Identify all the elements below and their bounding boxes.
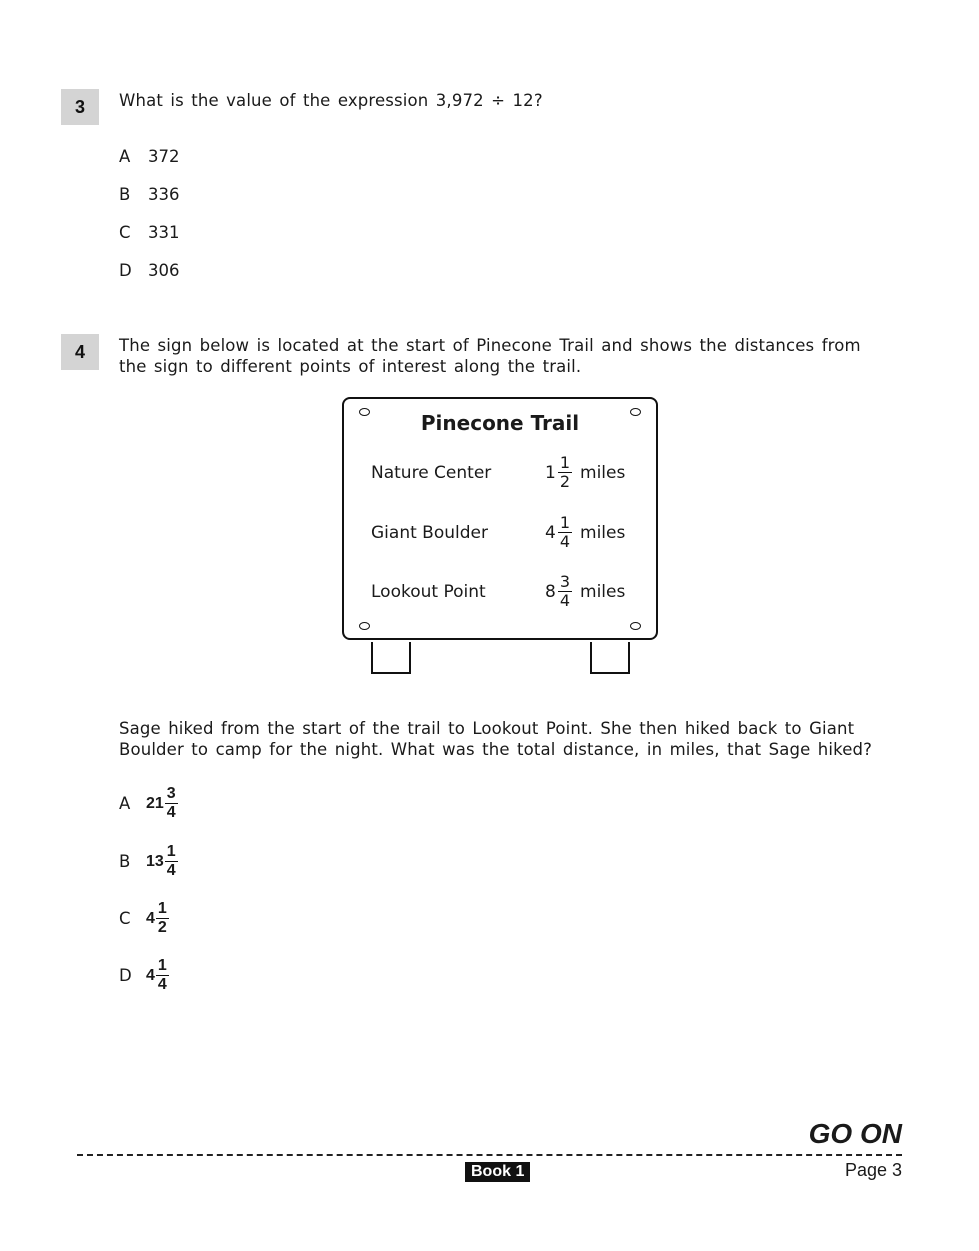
sign-place: Nature Center (371, 462, 492, 483)
choice-whole: 4 (146, 909, 155, 927)
sign-post-right (590, 642, 630, 674)
q4-choice-a[interactable] (119, 786, 178, 821)
choice-letter: C (119, 223, 131, 242)
distance-whole: 4 (545, 522, 556, 543)
distance-unit: miles (580, 581, 626, 602)
choice-letter: C (119, 909, 131, 928)
sign-row-nature-center (371, 455, 630, 490)
choice-fraction (156, 901, 169, 936)
fraction-numerator: 1 (166, 843, 176, 860)
question-4-prompt: Sage hiked from the start of the trail to Lookout Point. She then hiked back to Giant Boulder to camp for the night. What was the total distance, in miles, that Sage hiked? (119, 719, 873, 759)
sign-hole-icon (630, 622, 641, 630)
sign-row-lookout-point (371, 574, 630, 609)
distance-fraction (558, 515, 572, 550)
q3-choice-b[interactable] (119, 185, 180, 204)
pinecone-trail-sign (342, 397, 658, 640)
question-number-3: 3 (61, 89, 99, 125)
q3-choice-c[interactable] (119, 223, 180, 242)
sign-hole-icon (359, 622, 370, 630)
q3-choice-a[interactable] (119, 147, 180, 166)
fraction-denominator: 4 (166, 804, 176, 821)
choice-text: 336 (148, 185, 180, 204)
question-number-4: 4 (61, 334, 99, 370)
fraction-denominator: 2 (559, 472, 571, 491)
choice-text: 331 (148, 223, 180, 242)
distance-fraction (558, 455, 572, 490)
sign-distance (545, 574, 625, 609)
fraction-numerator: 1 (157, 900, 167, 917)
fraction-numerator: 1 (559, 513, 571, 532)
distance-unit: miles (580, 522, 626, 543)
fraction-denominator: 4 (157, 976, 167, 993)
distance-unit: miles (580, 462, 626, 483)
page-number: Page 3 (844, 1160, 902, 1180)
q4-choice-c[interactable] (119, 901, 169, 936)
sign-distance (545, 515, 625, 550)
sign-row-giant-boulder (371, 515, 630, 550)
fraction-numerator: 3 (166, 785, 176, 802)
sign-place: Giant Boulder (371, 522, 488, 543)
question-3-stem: What is the value of the expression 3,972 ÷ 12? (119, 91, 543, 110)
fraction-numerator: 1 (559, 453, 571, 472)
choice-whole: 4 (146, 966, 155, 984)
fraction-denominator: 2 (157, 919, 167, 936)
choice-letter: D (119, 261, 132, 280)
fraction-numerator: 3 (559, 572, 571, 591)
choice-letter: A (119, 147, 131, 166)
choice-letter: B (119, 185, 131, 204)
choice-letter: A (119, 794, 131, 813)
book-badge: Book 1 (465, 1162, 530, 1182)
fraction-denominator: 4 (166, 862, 176, 879)
choice-whole: 13 (146, 852, 164, 870)
fraction-denominator: 4 (559, 591, 571, 610)
distance-fraction (558, 574, 572, 609)
fraction-denominator: 4 (559, 532, 571, 551)
choice-text: 372 (148, 147, 180, 166)
go-on-label: GO ON (808, 1118, 902, 1149)
q3-choice-d[interactable] (119, 261, 180, 280)
q4-choice-b[interactable] (119, 844, 178, 879)
footer-divider (77, 1154, 902, 1156)
choice-text: 306 (148, 261, 180, 280)
distance-whole: 1 (545, 462, 556, 483)
choice-fraction (165, 844, 178, 879)
distance-whole: 8 (545, 581, 556, 602)
fraction-numerator: 1 (157, 957, 167, 974)
sign-distance (545, 455, 625, 490)
choice-whole: 21 (146, 794, 164, 812)
choice-letter: B (119, 852, 131, 871)
sign-post-left (371, 642, 411, 674)
choice-fraction (165, 786, 178, 821)
choice-fraction (156, 958, 169, 993)
sign-place: Lookout Point (371, 581, 486, 602)
question-4-stem: The sign below is located at the start of Pinecone Trail and shows the distances from the sign to different points of interest along the trail. (119, 336, 861, 376)
sign-title: Pinecone Trail (420, 411, 580, 435)
q4-choice-d[interactable] (119, 958, 169, 993)
choice-letter: D (119, 966, 132, 985)
